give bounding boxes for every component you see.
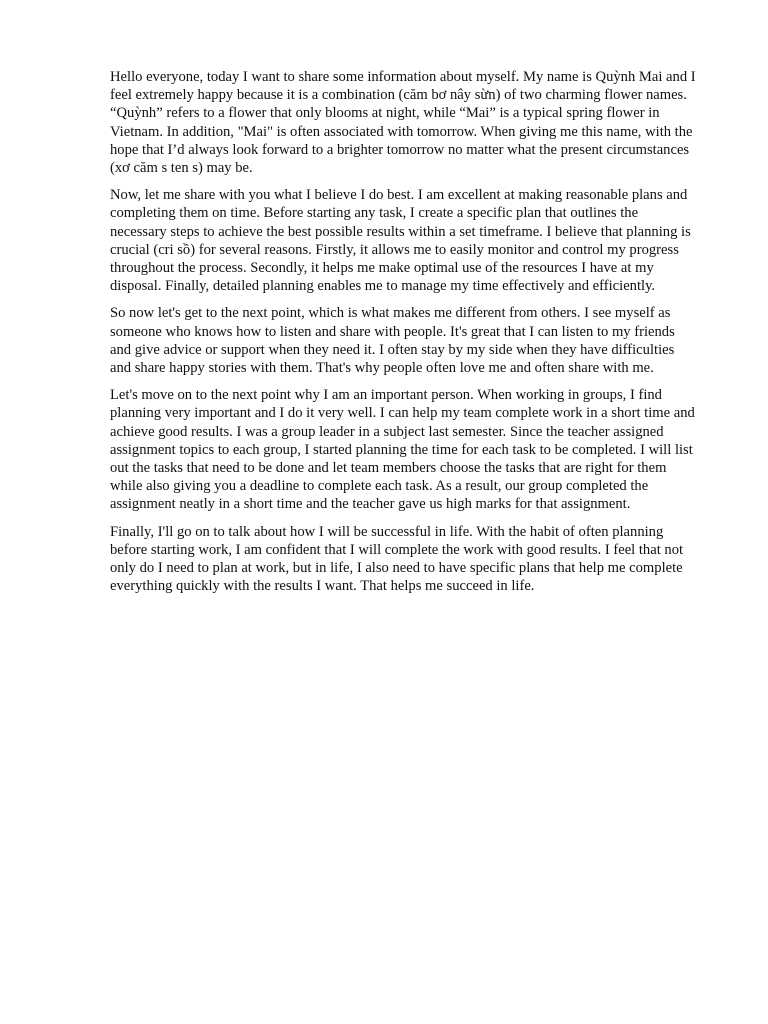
paragraph-importance: Let's move on to the next point why I am an important person. When working in groups, I find planning very important and I do it very well. I can help my team complete work in a short time and achieve good results. I was a group leader in a subject last semester. Since the teacher assigned assignment topics to each group, I started planning the time for each task to be completed. I will list out the tasks that need to be done and let team members choose the tasks that are right for them while also giving you a deadline to complete each task. As a result, our group completed the assignment neatly in a short time and the teacher gave us high marks for that assignment. [110, 387, 695, 513]
paragraph-strengths: Now, let me share with you what I believe I do best. I am excellent at making reasonable plans and completing them on time. Before starting any task, I create a specific plan that outlines the necessary steps to achieve the best possible results within a set timeframe. I believe that planning is crucial (cri sồ) for several reasons. Firstly, it allows me to easily monitor and control my progress throughout the process. Secondly, it helps me make optimal use of the resources I have at my disposal. Finally, detailed planning enables me to manage my time effectively and efficiently. [110, 187, 691, 295]
paragraph-success: Finally, I'll go on to talk about how I will be successful in life. With the habit of often planning before starting work, I am confident that I will complete the work with good results. I feel that not only do I need to plan at work, but in life, I also need to have specific plans that help me complete everything quickly with the results I want. That helps me succeed in life. [110, 523, 684, 595]
document-body [110, 68, 698, 604]
paragraph-differences: So now let's get to the next point, which is what makes me different from others. I see myself as someone who knows how to listen and share with people. It's great that I can listen to my friends and give advice or support when they need it. I often stay by my side when they have difficulties and share happy stories with them. That's why people often love me and often share with me. [110, 305, 675, 377]
paragraph-introduction: Hello everyone, today I want to share some information about myself. My name is Quỳnh Mai and I feel extremely happy because it is a combination (căm bơ nây sừn) of two charming flower names. “Quỳnh” refers to a flower that only blooms at night, while “Mai” is a typical spring flower in Vietnam. In addition, "Mai" is often associated with tomorrow. When giving me this name, with the hope that I’d always look forward to a brighter tomorrow no matter what the present circumstances (xơ căm s ten s) may be. [110, 69, 696, 177]
